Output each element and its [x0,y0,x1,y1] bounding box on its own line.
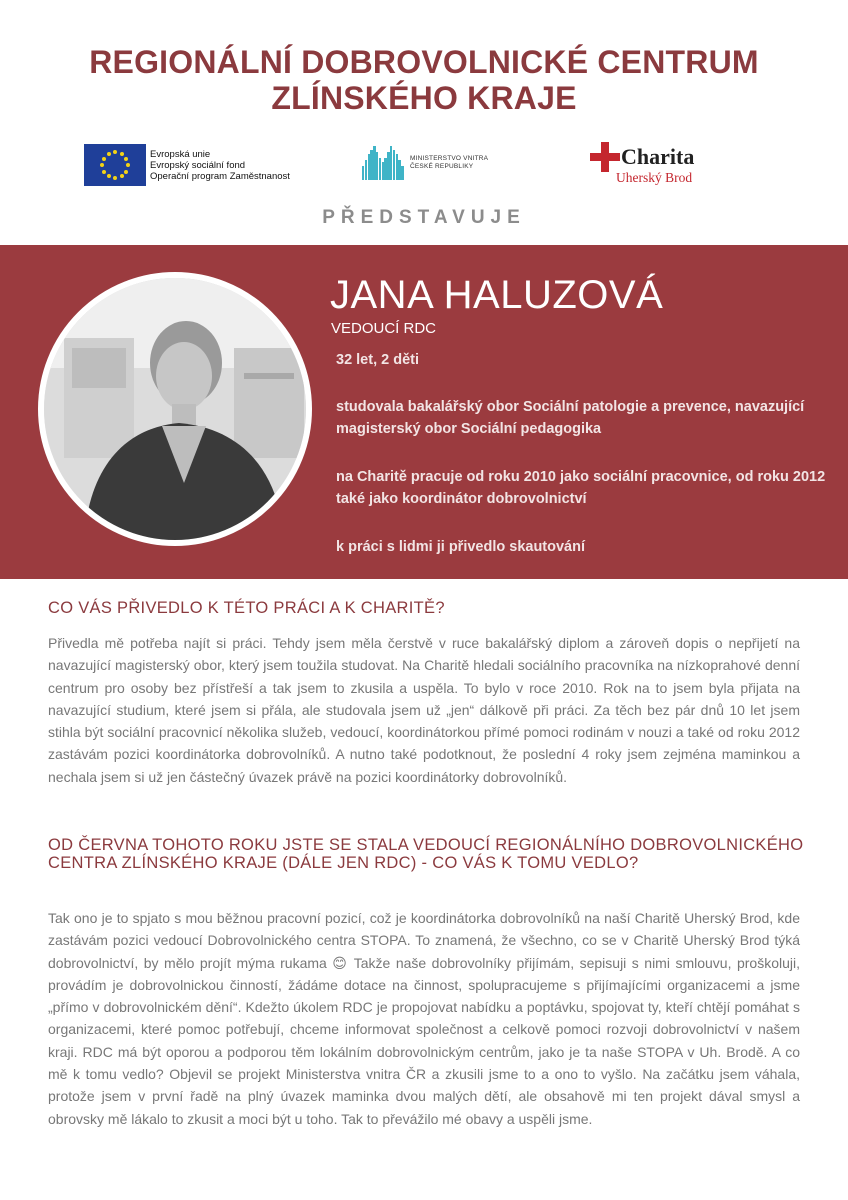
eu-line-2: Evropský sociální fond [150,159,246,171]
charita-cross-icon [590,142,620,172]
charita-subtitle: Uherský Brod [616,170,693,185]
charita-logo [590,142,694,186]
question-2-heading: OD ČERVNA TOHOTO ROKU JSTE SE STALA VEDOUCÍ REGIONÁLNÍHO DOBROVOLNICKÉHO CENTRA ZLÍNSKÉHO KRAJE (DÁLE JEN RDC) - CO VÁS K TOMU VEDLO? [48,836,804,872]
portrait-image [44,278,306,540]
eu-flag-icon [84,144,146,186]
eu-line-1: Evropská unie [150,148,211,160]
fact-motivation: k práci s lidmi ji přivedlo skautování [336,539,585,555]
profile-photo [38,272,312,546]
eu-star-icon [113,150,117,154]
document-title [0,44,848,116]
eu-star-icon [102,157,106,161]
fact-education: studovala bakalářský obor Sociální patologie a prevence, navazující magisterský obor Sociální pedagogika [336,399,805,437]
presents-label: PŘEDSTAVUJE [322,207,526,228]
question-1-answer: Přivedla mě potřeba najít si práci. Tehdy jsem měla čerstvě v ruce bakalářský diplom a zároveň dopis o nepřijetí na navazující magisterský obor, který jsem toužila studovat. Na Charitě hledali sociálního pracovníka na nízkoprahové denní centrum pro osoby bez přístřeší a tak jsem to zkusila a uspěla. To bylo v roce 2010. Rok na to jsem byla přijata na navazující studium, které jsem si přála, ale studovala jsem už „jen“ dálkově při práci. Za těch bez pár dnů 10 let jsem stihla být sociální pracovnicí několika služeb, vedoucí, koordinátorkou přímé pomoci rodinám v nouzi a také od roku 2012 zastávám pozici koordinátorka dobrovolníků. A nutno také podotknout, že poslední 4 roky jsem zejména maminkou a nechala jsem si už jen částečný úvazek právě na pozici koordinátorky dobrovolníků. [48,635,800,785]
profile-name: JANA HALUZOVÁ [330,273,664,317]
eu-star-icon [113,176,117,180]
eu-star-icon [124,157,128,161]
question-1-heading: CO VÁS PŘIVEDLO K TÉTO PRÁCI A K CHARITĚ? [48,599,445,617]
eu-star-icon [126,163,130,167]
eu-logo-text [150,149,290,182]
ministry-line-1: MINISTERSTVO VNITRA [410,155,489,162]
fact-age-children: 32 let, 2 děti [336,352,420,368]
eu-logo [84,144,290,186]
charita-name: Charita [621,144,695,169]
eu-star-icon [102,170,106,174]
eu-line-3: Operační program Zaměstnanost [150,170,290,182]
ministry-line-2: ČESKÉ REPUBLIKY [410,163,474,170]
profile-role: VEDOUCÍ RDC [331,320,437,337]
ministry-mark-icon [362,146,404,180]
partner-logos [0,140,848,200]
ministry-logo-text [410,155,488,171]
fact-career: na Charitě pracuje od roku 2010 jako sociální pracovnice, od roku 2012 také jako koordinátor dobrovolnictví [336,469,826,507]
eu-star-icon [100,163,104,167]
question-2-answer: Tak ono je to spjato s mou běžnou pracovní pozicí, což je koordinátorka dobrovolníků na naší Charitě Uherský Brod, kde zastávám pozici vedoucí Dobrovolnického centra STOPA. To znamená, že všechno, co se v Charitě Uherský Brod týká dobrovolnictví, by mělo projít mýma rukama 😊 Takže naše dobrovolníky přijímám, sepisuji s nimi smlouvu, proškoluji, provádím je dobrovolnickou činností, žádáme dotace na činnost, spolupracujeme s přijímajícími organizacemi a jsme „přímo v dobrovolnickém dění“. Kdežto úkolem RDC je propojovat nabídku a poptávku, spojovat ty, kteří chtějí pomáhat s organizacemi, které pomoc potřebují, chceme informovat společnost a celkově pomoci rozvoji dobrovolnictví v našem kraji. RDC má být oporou a podporou těm lokálním dobrovolnickým centrům, jako je ta naše STOPA v Uh. Brodě. A co mě k tomu vedlo? Objevil se projekt Ministerstva vnitra ČR a zkusili jsme to a ono to vyšlo. Na začátku jsem váhala, protože jsem v první řadě na plný úvazek maminka dvou malých dětí, ale obsahově mi ten projekt dával smysl a obrovsky mě lákalo to zkusit a moci být u toho. Tak to převážilo mé obavy a uspěli jsme. [48,910,800,1127]
eu-star-icon [124,170,128,174]
eu-star-icon [120,152,124,156]
eu-star-icon [107,152,111,156]
title-line-2: ZLÍNSKÉHO KRAJE [271,80,577,116]
eu-star-icon [120,174,124,178]
ministry-bar-icon [401,166,403,180]
eu-star-icon [107,174,111,178]
title-line-1: REGIONÁLNÍ DOBROVOLNICKÉ CENTRUM [89,44,759,80]
ministry-logo [362,146,488,180]
